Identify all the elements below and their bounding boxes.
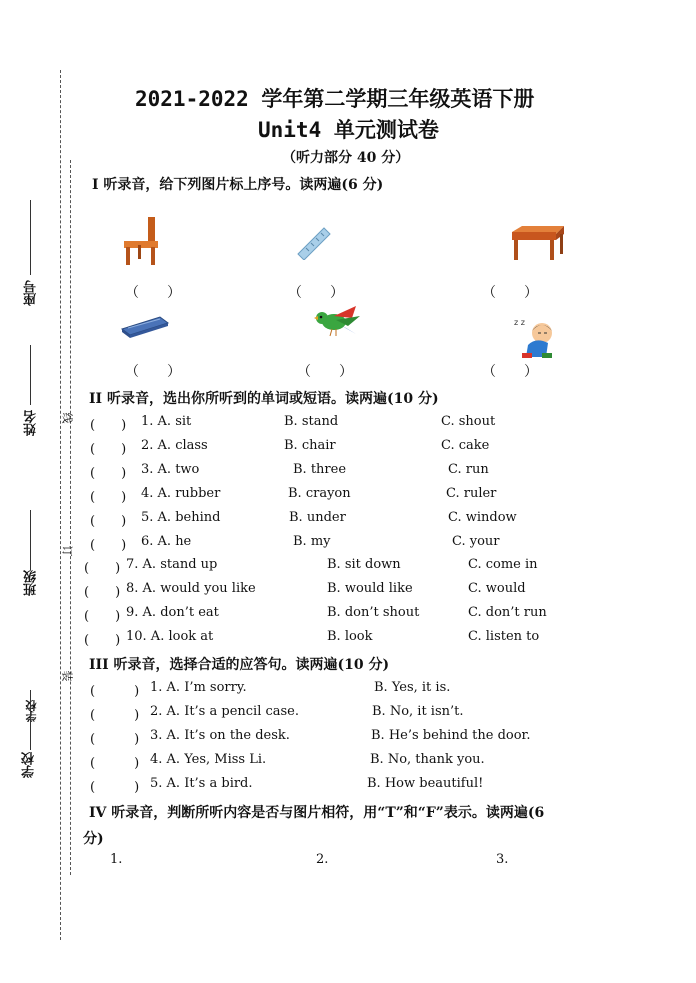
section3-q2-option-a: 2. A. It’s a pencil case. bbox=[150, 704, 300, 719]
section3-answer-paren-2[interactable]: ( ) bbox=[90, 708, 140, 723]
section3-q1-option-b: B. Yes, it is. bbox=[374, 680, 451, 695]
section3-q5-option-a: 5. A. It’s a bird. bbox=[150, 776, 253, 791]
section1-answer-paren-3[interactable]: （ ） bbox=[482, 285, 538, 301]
section3-q5-option-b: B. How beautiful! bbox=[367, 776, 484, 791]
section3-answer-paren-3[interactable]: ( ) bbox=[90, 732, 140, 747]
section2-q3-option-c: C. run bbox=[448, 462, 489, 477]
section2-answer-paren-3[interactable]: ( ) bbox=[90, 466, 127, 481]
section2-q5-option-a: 5. A. behind bbox=[141, 510, 221, 525]
chair-icon bbox=[118, 215, 166, 267]
section3-q4-option-b: B. No, thank you. bbox=[370, 752, 485, 767]
section1-heading: I 听录音，给下列图片标上序号。读两遍(6 分) bbox=[92, 177, 384, 193]
section2-q10-option-a: 10. A. look at bbox=[126, 629, 214, 644]
section1-answer-paren-2[interactable]: （ ） bbox=[288, 285, 344, 301]
section2-q1-option-c: C. shout bbox=[441, 414, 496, 429]
section2-q9-option-c: C. don’t run bbox=[468, 605, 547, 620]
section3-q1-option-a: 1. A. I’m sorry. bbox=[150, 680, 247, 695]
section2-q9-option-a: 9. A. don’t eat bbox=[126, 605, 219, 620]
section2-q7-option-a: 7. A. stand up bbox=[126, 557, 218, 572]
section3-q2-option-b: B. No, it isn’t. bbox=[372, 704, 464, 719]
margin-label-seat: 座号 bbox=[24, 280, 39, 306]
page-title-line1: 2021-2022 学年第二学期三年级英语下册 bbox=[135, 87, 535, 111]
margin-label-school-2: 学校 bbox=[25, 700, 38, 722]
ruler-icon bbox=[296, 226, 332, 260]
section2-answer-paren-9[interactable]: ( ) bbox=[84, 609, 121, 624]
section2-answer-paren-8[interactable]: ( ) bbox=[84, 585, 121, 600]
page-subtitle: （听力部分 40 分） bbox=[282, 150, 410, 166]
binding-inner-line bbox=[70, 160, 71, 875]
margin-blank-class bbox=[30, 510, 31, 570]
margin-label-school: 学校 bbox=[22, 752, 37, 778]
section2-q3-option-b: B. three bbox=[293, 462, 347, 477]
section2-answer-paren-7[interactable]: ( ) bbox=[84, 561, 121, 576]
section2-q6-option-a: 6. A. he bbox=[141, 534, 192, 549]
section2-q6-option-b: B. my bbox=[293, 534, 331, 549]
sleeping-boy-icon bbox=[512, 315, 558, 361]
section2-q7-option-b: B. sit down bbox=[327, 557, 401, 572]
section2-answer-paren-4[interactable]: ( ) bbox=[90, 490, 127, 505]
section2-q4-option-c: C. ruler bbox=[446, 486, 497, 501]
section1-answer-paren-6[interactable]: （ ） bbox=[482, 364, 538, 380]
svg-text:z z: z z bbox=[514, 318, 525, 327]
section3-answer-paren-1[interactable]: ( ) bbox=[90, 684, 140, 699]
section3-heading: III 听录音，选择合适的应答句。读两遍(10 分) bbox=[89, 657, 390, 673]
section3-q3-option-a: 3. A. It’s on the desk. bbox=[150, 728, 290, 743]
section2-q4-option-b: B. crayon bbox=[288, 486, 351, 501]
seal-mark-xian: 线 bbox=[60, 412, 74, 424]
section2-q10-option-b: B. look bbox=[327, 629, 373, 644]
section2-q1-option-a: 1. A. sit bbox=[141, 414, 192, 429]
section1-answer-paren-1[interactable]: （ ） bbox=[125, 285, 181, 301]
section2-answer-paren-5[interactable]: ( ) bbox=[90, 514, 127, 529]
margin-label-name: 姓名 bbox=[24, 410, 39, 436]
section2-q6-option-c: C. your bbox=[452, 534, 500, 549]
section2-answer-paren-1[interactable]: ( ) bbox=[90, 418, 127, 433]
section2-q2-option-a: 2. A. class bbox=[141, 438, 208, 453]
section2-q5-option-c: C. window bbox=[448, 510, 517, 525]
pencil-case-icon bbox=[120, 313, 170, 339]
section4-heading-line2: 分) bbox=[83, 831, 104, 847]
section2-answer-paren-2[interactable]: ( ) bbox=[90, 442, 127, 457]
page-title-line2: Unit4 单元测试卷 bbox=[258, 118, 439, 142]
bird-icon bbox=[312, 302, 362, 340]
margin-blank-school bbox=[30, 690, 31, 750]
section2-q8-option-a: 8. A. would you like bbox=[126, 581, 256, 596]
section2-q2-option-c: C. cake bbox=[441, 438, 490, 453]
seal-mark-zhuang: 装 bbox=[60, 670, 74, 682]
section4-item-2: 2. bbox=[316, 852, 329, 867]
section1-answer-paren-4[interactable]: （ ） bbox=[125, 364, 181, 380]
section2-q9-option-b: B. don’t shout bbox=[327, 605, 420, 620]
section1-answer-paren-5[interactable]: （ ） bbox=[297, 364, 353, 380]
section4-item-1: 1. bbox=[110, 852, 123, 867]
margin-blank-seat bbox=[30, 200, 31, 275]
section2-q8-option-c: C. would bbox=[468, 581, 526, 596]
section2-q2-option-b: B. chair bbox=[284, 438, 336, 453]
section3-q4-option-a: 4. A. Yes, Miss Li. bbox=[150, 752, 267, 767]
section3-q3-option-b: B. He’s behind the door. bbox=[371, 728, 531, 743]
binding-outer-line bbox=[60, 70, 61, 940]
section2-answer-paren-10[interactable]: ( ) bbox=[84, 633, 121, 648]
margin-label-class: 班级 bbox=[24, 570, 39, 596]
section2-q1-option-b: B. stand bbox=[284, 414, 339, 429]
section4-item-3: 3. bbox=[496, 852, 509, 867]
section2-q5-option-b: B. under bbox=[289, 510, 346, 525]
section2-q8-option-b: B. would like bbox=[327, 581, 413, 596]
section3-answer-paren-5[interactable]: ( ) bbox=[90, 780, 140, 795]
section2-answer-paren-6[interactable]: ( ) bbox=[90, 538, 127, 553]
seal-mark-ding: 订 bbox=[60, 545, 74, 557]
desk-icon bbox=[508, 224, 566, 262]
section2-heading: II 听录音，选出你所听到的单词或短语。读两遍(10 分) bbox=[89, 391, 439, 407]
section2-q3-option-a: 3. A. two bbox=[141, 462, 200, 477]
section2-q10-option-c: C. listen to bbox=[468, 629, 540, 644]
section2-q7-option-c: C. come in bbox=[468, 557, 538, 572]
section4-heading-line1: IV 听录音，判断所听内容是否与图片相符，用“T”和“F”表示。读两遍(6 bbox=[89, 805, 545, 821]
margin-blank-name bbox=[30, 345, 31, 405]
section3-answer-paren-4[interactable]: ( ) bbox=[90, 756, 140, 771]
section2-q4-option-a: 4. A. rubber bbox=[141, 486, 221, 501]
